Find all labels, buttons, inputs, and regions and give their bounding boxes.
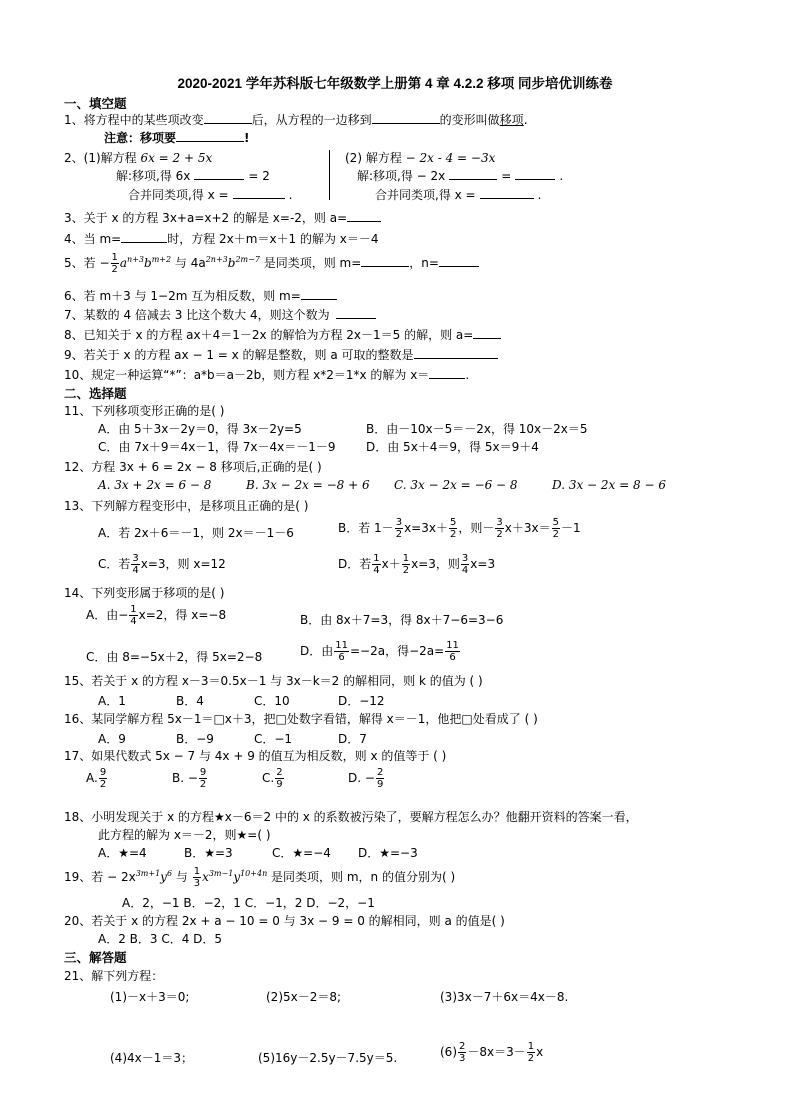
q5-var-b: b [144, 256, 152, 270]
q5-exp-4: 2m−7 [235, 255, 260, 264]
q14a-text-1: A．由− [86, 608, 129, 622]
q14-option-d[interactable] [300, 640, 461, 663]
q19-exp-2: 6 [166, 869, 173, 878]
q14a-text-2: x=2，得 x=−8 [138, 608, 227, 622]
q15-option-c[interactable]: C．10 [254, 694, 290, 708]
q1-note-end: ! [244, 131, 250, 145]
q17-option-c[interactable] [262, 767, 285, 790]
frac-num: 9 [199, 767, 207, 778]
q14a-frac [129, 604, 137, 627]
q13b-frac-1 [395, 517, 403, 540]
q8-blank[interactable] [473, 326, 501, 339]
q4-blank[interactable] [121, 230, 167, 243]
frac-den: 2 [552, 529, 559, 540]
q2a-step1 [116, 167, 270, 184]
q2b-step1-end: . [559, 169, 564, 183]
q13-option-c[interactable] [98, 553, 226, 576]
q19-text-c: 与 [172, 870, 192, 884]
q1-note-blank[interactable] [176, 129, 244, 142]
q13d-text-1: D．若 [338, 557, 372, 571]
q13d-text-4: x=3 [470, 557, 496, 571]
q15-option-a[interactable]: A．1 [98, 694, 126, 708]
q13b-text-3: ，则－ [458, 521, 495, 535]
q2b-blank-2[interactable] [515, 167, 555, 180]
question-11: 11、下列移项变形正确的是( ) [64, 404, 225, 418]
column-divider [329, 150, 330, 200]
q13b-frac-3 [495, 517, 503, 540]
q21-part-2: (2)5x－2＝8; [266, 990, 342, 1004]
q19-var-y2: y [233, 870, 241, 884]
q1-note [104, 129, 250, 146]
q2a-step2-text: 合并同类项,得 x = [128, 188, 229, 202]
q13b-text-4: x＋3x＝ [504, 521, 551, 535]
q5-exp-2: m+2 [151, 255, 172, 264]
q14-option-a[interactable] [86, 604, 226, 627]
q2b-blank-3[interactable] [480, 186, 534, 199]
frac-den: 4 [132, 565, 139, 576]
question-12: 12、方程 3x + 6 = 2x − 8 移项后,正确的是( ) [64, 460, 322, 474]
frac-den: 2 [527, 1053, 535, 1064]
q13d-frac-2 [402, 553, 410, 576]
question-4 [64, 230, 379, 247]
q17d-label: D. − [348, 771, 375, 785]
q1-text-c: 的变形叫做 [439, 113, 500, 127]
q2b-head: (2) 解方程 [345, 151, 406, 165]
q6-blank[interactable] [301, 287, 337, 300]
q5-blank-m[interactable] [361, 254, 409, 267]
q7-blank[interactable] [336, 306, 376, 319]
q5-text-d: 与 4a [171, 256, 206, 270]
q17d-frac [376, 767, 384, 790]
q5-text-g: ，n= [409, 256, 439, 270]
question-2b [345, 149, 495, 166]
q19-exp-4: 10+4n [240, 869, 268, 878]
q2b-step1-eq: = [501, 169, 512, 183]
q21-part-1: (1)－x＋3＝0; [110, 990, 190, 1004]
frac-num: 3 [496, 517, 503, 528]
question-13: 13、下列解方程变形中，是移项且正确的是( ) [64, 499, 309, 513]
q17a-frac [99, 767, 107, 790]
q14-option-b[interactable]: B．由 8x＋7=3，得 8x＋7−6=3−6 [300, 613, 504, 627]
q17b-frac [199, 767, 207, 790]
q18-option-c[interactable]: C．★=−4 [272, 846, 331, 860]
q21-part-6 [440, 1041, 543, 1064]
q21p6-text: －8x＝3－ [467, 1045, 526, 1059]
q3-blank[interactable] [347, 209, 381, 222]
q16-option-a[interactable]: A．9 [98, 732, 126, 746]
question-3 [64, 209, 381, 226]
q1-keyword: 移项 [499, 113, 524, 127]
q4-text-a: 4、当 m= [64, 232, 122, 246]
q5-blank-n[interactable] [439, 254, 479, 267]
question-14: 14、下列变形属于移项的是( ) [64, 586, 225, 600]
page-title: 2020-2021 学年苏科版七年级数学上册第 4 章 4.2.2 移项 同步培优训练卷 [177, 76, 613, 91]
frac-den: 2 [449, 529, 457, 540]
q5-exp-3: 2n+3 [205, 255, 228, 264]
section-choice-heading: 二、选择题 [64, 386, 127, 401]
q2b-step1 [357, 167, 563, 184]
q5-frac-num: 1 [111, 252, 118, 263]
frac-num: 11 [335, 640, 348, 651]
q10-blank[interactable] [429, 366, 465, 379]
q1-period: . [523, 113, 528, 127]
q12-option-b[interactable]: B. 3x − 2x = −8 + 6 [246, 478, 370, 492]
frac-num: 5 [449, 517, 457, 528]
q17b-label: B. − [172, 771, 198, 785]
q19-exp-3: 3m−1 [208, 869, 234, 878]
q19-var-x: x [202, 870, 209, 884]
q13d-frac-3 [461, 553, 469, 576]
q2a-step2-end: . [288, 188, 293, 202]
q13-option-a[interactable]: A．若 2x＋6＝－1，则 2x＝－1－6 [98, 526, 294, 540]
q14d-text-2: =−2a，得−2a= [349, 644, 445, 658]
frac-num: 5 [552, 517, 559, 528]
q16-option-d[interactable]: D．7 [338, 732, 367, 746]
q21-part-3: (3)3x－7＋6x＝4x－8. [440, 990, 569, 1004]
q13d-text-3: x=3，则 [411, 557, 460, 571]
frac-num: 2 [276, 767, 283, 778]
q16-option-c[interactable]: C．−1 [254, 732, 293, 746]
frac-den: 2 [99, 779, 107, 790]
q17c-frac [275, 767, 283, 790]
frac-den: 9 [376, 779, 384, 790]
q13-option-d[interactable] [338, 553, 495, 576]
q5-exp-1: n+3 [127, 255, 144, 264]
question-7 [64, 306, 376, 323]
frac-den: 9 [276, 779, 283, 790]
q17a-label: A. [86, 771, 98, 785]
q1-note-text: 注意：移项要 [104, 131, 177, 145]
q2a-blank-2[interactable] [233, 186, 285, 199]
question-10 [64, 366, 469, 383]
q13d-text-2: x＋ [381, 557, 401, 571]
q16-option-b[interactable]: B．−9 [176, 732, 214, 746]
q18-option-b[interactable]: B．★=3 [184, 846, 233, 860]
q7-text: 7、某数的 4 倍减去 3 比这个数大 4，则这个数为 [64, 308, 330, 322]
q12-option-a[interactable]: A. 3x + 2x = 6 − 8 [98, 478, 212, 492]
q17-option-a[interactable] [86, 767, 108, 790]
frac-den: 3 [459, 1053, 466, 1064]
q17c-label: C. [262, 771, 275, 785]
frac-den: 6 [449, 652, 456, 663]
frac-num: 2 [376, 767, 384, 778]
q10-period: . [465, 368, 470, 382]
q13c-text-2: x=3，则 x=12 [140, 557, 226, 571]
q17-option-b[interactable] [172, 767, 208, 790]
q13c-text-1: C．若 [98, 557, 131, 571]
frac-den: 2 [199, 779, 207, 790]
frac-num: 1 [193, 866, 201, 877]
q18-option-a[interactable]: A．★=4 [98, 846, 147, 860]
q5-frac-den: 2 [111, 264, 118, 275]
q9-text: 9、若关于 x 的方程 ax − 1 = x 的解是整数，则 a 可取的整数是 [64, 348, 414, 362]
q13b-frac-4 [552, 517, 560, 540]
q2b-equation: − 2x - 4 = −3x [405, 151, 496, 165]
q8-text: 8、已知关于 x 的方程 ax＋4＝1－2x 的解恰为方程 2x－1＝5 的解，则 a= [64, 328, 474, 342]
q3-text: 3、关于 x 的方程 3x+a=x+2 的解是 x=-2，则 a= [64, 211, 348, 225]
frac-den: 6 [338, 652, 345, 663]
q13-option-b[interactable] [338, 517, 581, 540]
q1-text-a: 1、将方程中的某些项改变 [64, 113, 204, 127]
frac-num: 1 [130, 604, 137, 615]
q2a-step2 [128, 186, 292, 203]
frac-num: 2 [459, 1041, 466, 1052]
q5-var-b2: b [227, 256, 236, 270]
frac-num: 1 [402, 553, 410, 564]
question-20: 20、若关于 x 的方程 2x + a − 10 = 0 与 3x − 9 = 0 的解相同，则 a 的值是( ) [64, 914, 505, 928]
q11-option-c[interactable]: C．由 7x＋9＝4x－1，得 7x－4x＝－1－9 [98, 440, 336, 454]
q13b-text-1: B．若 1－ [338, 521, 394, 535]
frac-den: 2 [402, 565, 410, 576]
q17-option-d[interactable] [348, 767, 385, 790]
q19-text-g: 是同类项，则 m，n 的值分别为( ) [267, 870, 456, 884]
q15-option-d[interactable]: D．−12 [338, 694, 385, 708]
question-2a [64, 149, 212, 166]
q11-option-a[interactable]: A．由 5＋3x－2y＝0，得 3x－2y=5 [98, 422, 302, 436]
q15-option-b[interactable]: B．4 [176, 694, 204, 708]
q18-option-d[interactable]: D．★=−3 [358, 846, 418, 860]
q5-var-a: a [119, 256, 128, 270]
question-18: 18、小明发现关于 x 的方程★x－6＝2 中的 x 的系数被污染了，要解方程怎么办？他翻开资料的答案一看， [64, 810, 638, 824]
q2b-step2 [375, 186, 541, 203]
frac-den: 4 [373, 565, 380, 576]
q19-text-a: 19、若 − 2x [64, 870, 136, 884]
q2b-step1-text: 解:移项,得 − 2x [357, 169, 446, 183]
q1-text-b: 后，从方程的一边移到 [251, 113, 372, 127]
question-8 [64, 326, 501, 343]
q5-fraction [111, 252, 119, 275]
frac-den: 2 [496, 529, 503, 540]
frac-den: 2 [395, 529, 403, 540]
section-solve-heading: 三、解答题 [64, 950, 127, 965]
q2a-head: 2、(1)解方程 [64, 151, 141, 165]
question-6 [64, 287, 337, 304]
question-21: 21、解下列方程： [64, 969, 164, 983]
frac-num: 1 [527, 1041, 535, 1052]
q2a-step1-text: 解:移项,得 6x [116, 169, 191, 183]
question-15: 15、若关于 x 的方程 x－3＝0.5x－1 与 3x－k＝2 的解相同，则 k 的值为 ( ) [64, 674, 483, 688]
question-17: 17、如果代数式 5x − 7 与 4x + 9 的值互为相反数，则 x 的值等于 ( ) [64, 749, 447, 763]
q11-option-b[interactable]: B．由－10x－5＝－2x，得 10x－2x＝5 [366, 422, 588, 436]
frac-num: 1 [373, 553, 380, 564]
q19-frac [193, 866, 201, 889]
q2b-step2-end: . [537, 188, 542, 202]
frac-den: 4 [461, 565, 469, 576]
q1-blank-1[interactable] [204, 111, 252, 124]
q9-blank[interactable] [414, 346, 498, 359]
q14d-frac-2 [445, 640, 460, 663]
question-18-cont: 此方程的解为 x＝－2，则★=( ) [98, 828, 271, 842]
frac-num: 3 [132, 553, 139, 564]
q21-part-4: (4)4x－1＝3； [110, 1051, 194, 1065]
q19-exp-1: 3m+1 [135, 869, 161, 878]
q21-part-5: (5)16y－2.5y－7.5y＝5. [258, 1051, 398, 1065]
q5-text-a: 5、若 − [64, 256, 110, 270]
q14d-text-1: D．由 [300, 644, 334, 658]
q13b-text-5: －1 [560, 521, 581, 535]
q12-option-c[interactable]: C. 3x − 2x = −6 − 8 [394, 478, 518, 492]
frac-num: 3 [461, 553, 469, 564]
q13b-text-2: x=3x＋ [404, 521, 448, 535]
question-1 [64, 111, 528, 128]
q12-option-d[interactable]: D. 3x − 2x = 8 − 6 [552, 478, 666, 492]
q2b-blank-1[interactable] [449, 167, 497, 180]
q4-text-b: 时，方程 2x＋m＝x＋1 的解为 x＝－4 [167, 232, 379, 246]
q19-var-y: y [160, 870, 167, 884]
q2a-blank-1[interactable] [194, 167, 244, 180]
frac-num: 3 [395, 517, 403, 528]
q13b-frac-2 [449, 517, 457, 540]
q14d-frac-1 [334, 640, 349, 663]
question-16: 16、某同学解方程 5x－1＝□x＋3，把□处数字看错，解得 x＝－1，他把□处看成了 ( ) [64, 712, 538, 726]
q13d-frac-1 [372, 553, 380, 576]
question-5 [64, 252, 479, 275]
q14-option-c[interactable]: C．由 8=−5x＋2，得 5x=2−8 [86, 650, 263, 664]
q21p6-frac-2 [527, 1041, 535, 1064]
q19-options[interactable]: A．2，−1 B．−2，1 C．−1，2 D．−2，−1 [122, 896, 375, 910]
frac-num: 11 [446, 640, 459, 651]
q5-text-f: 是同类项，则 m= [259, 256, 362, 270]
q10-text: 10、规定一种运算“*”：a*b＝a－2b，则方程 x*2＝1*x 的解为 x＝ [64, 368, 430, 382]
q11-option-d[interactable]: D．由 5x＋4＝9，得 5x＝9＋4 [366, 440, 539, 454]
frac-num: 9 [99, 767, 107, 778]
question-9 [64, 346, 498, 363]
frac-den: 3 [193, 878, 201, 889]
q2a-equation: 6x = 2 + 5x [140, 151, 213, 165]
q6-text: 6、若 m＋3 与 1−2m 互为相反数，则 m= [64, 289, 301, 303]
q13c-frac [131, 553, 139, 576]
q2b-step2-text: 合并同类项,得 x = [375, 188, 476, 202]
q1-blank-2[interactable] [372, 111, 440, 124]
q20-options[interactable]: A．2 B．3 C．4 D．5 [98, 932, 223, 946]
section-fill-heading: 一、填空题 [64, 96, 127, 111]
q2a-step1-end: = 2 [248, 169, 270, 183]
frac-den: 4 [130, 616, 137, 627]
question-19 [64, 866, 455, 889]
q21p6-frac-1 [458, 1041, 466, 1064]
q21p6-var: x [536, 1045, 544, 1059]
q21p6-label: (6) [440, 1045, 457, 1059]
